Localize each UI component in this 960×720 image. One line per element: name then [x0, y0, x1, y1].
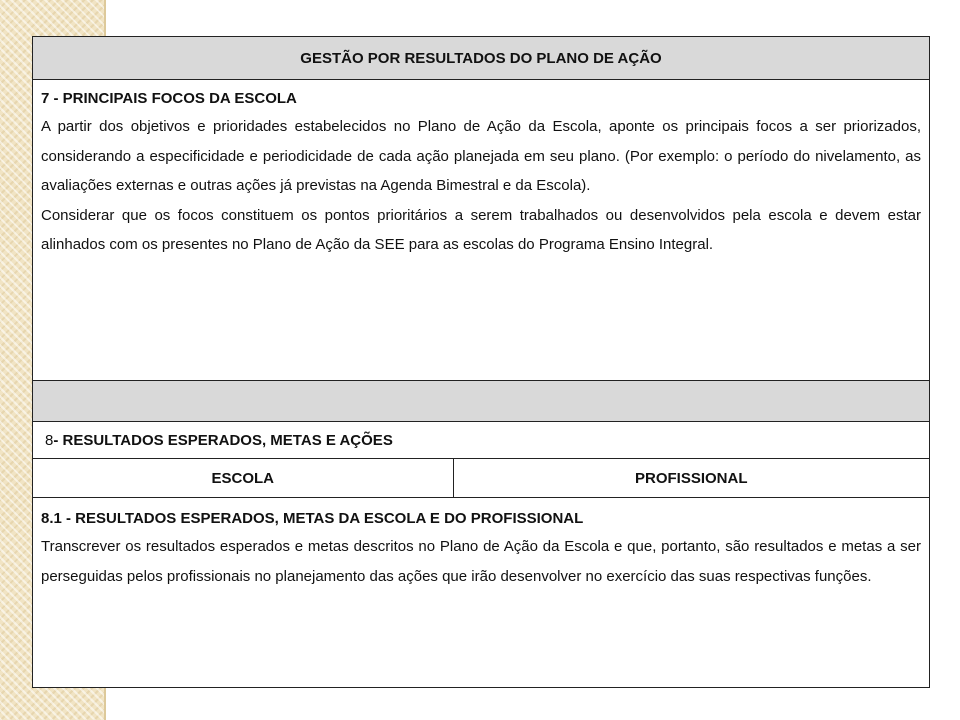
section-8-number: 8 — [45, 431, 54, 449]
plan-table — [32, 36, 930, 688]
column-profissional — [454, 459, 929, 497]
column-profissional-label: PROFISSIONAL — [635, 469, 748, 487]
section-8-1-paragraph: Transcrever os resultados esperados e metas descritos no Plano de Ação da Escola e que, portanto, são resultados e metas a ser perseguidas pelos profissionais no planejamento das ações que irão desenvolver no exercício das suas respectivas funções. — [41, 538, 921, 585]
section-8-header — [33, 422, 929, 458]
section-8-title: - RESULTADOS ESPERADOS, METAS E AÇÕES — [53, 431, 393, 449]
section-7-focos — [33, 80, 929, 380]
column-escola-label: ESCOLA — [211, 469, 275, 487]
section-7-title: 7 - PRINCIPAIS FOCOS DA ESCOLA — [41, 90, 297, 107]
column-escola — [33, 459, 454, 497]
section-7-paragraph-1: A partir dos objetivos e prioridades estabelecidos no Plano de Ação da Escola, aponte os principais focos a ser priorizados, considerando a especificidade e periodicidade de cada ação planejada em seu plano. (Por exemplo: o período do nivelamento, as avaliações externas e outras ações já previstas na Agenda Bimestral e da Escola). — [41, 118, 921, 194]
section-8-1-title: 8.1 - RESULTADOS ESPERADOS, METAS DA ESCOLA E DO PROFISSIONAL — [41, 510, 584, 527]
section-7-paragraph-2: Considerar que os focos constituem os pontos prioritários a serem trabalhados ou desenvolvidos pela escola e devem estar alinhados com os presentes no Plano de Ação da SEE para as escolas do Programa Ensino Integral. — [41, 206, 921, 253]
column-headers — [33, 459, 929, 497]
page-title: GESTÃO POR RESULTADOS DO PLANO DE AÇÃO — [300, 49, 662, 67]
section-8-1 — [33, 498, 929, 687]
blank-gray-row — [33, 381, 929, 421]
table-header — [33, 37, 929, 79]
